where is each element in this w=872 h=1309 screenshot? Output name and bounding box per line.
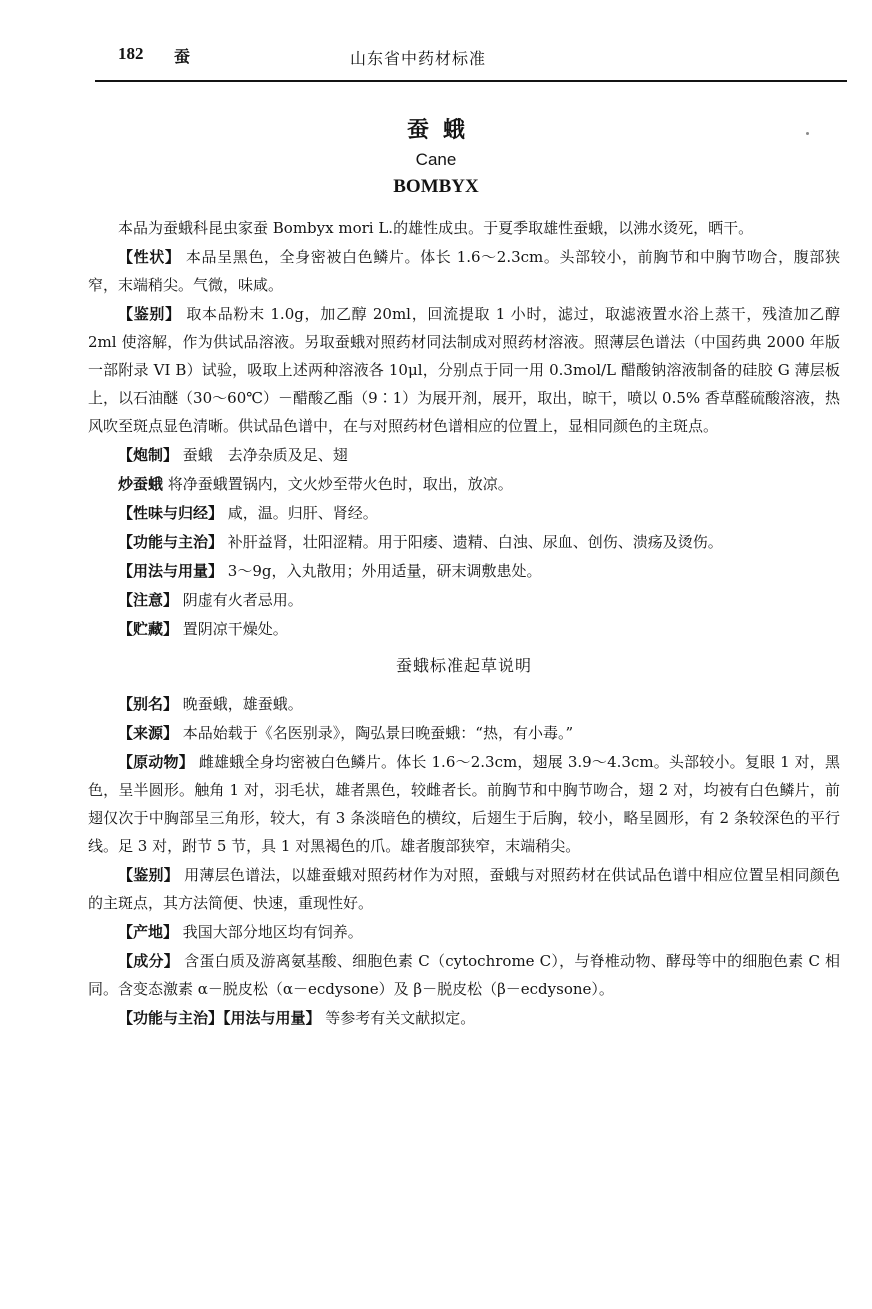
- monograph-intro: 本品为蚕蛾科昆虫家蚕 Bombyx mori L.的雄性成虫。于夏季取雄性蚕蛾，以沸水烫死，晒干。: [118, 219, 754, 237]
- page-number: 182: [118, 44, 144, 63]
- section-precautions: 【注意】 阴虚有火者忌用。: [118, 591, 303, 609]
- note-source: 【来源】 本品始载于《名医别录》，陶弘景曰晚蚕蛾：“热，有小毒。”: [118, 724, 574, 742]
- section-functions: 【功能与主治】 补肝益肾，壮阳涩精。用于阳痿、遗精、白浊、尿血、创伤、溃疡及烫伤。: [118, 533, 723, 551]
- section-stir-fried: 炒蚕蛾 将净蚕蛾置锅内，文火炒至带火色时，取出，放凉。: [118, 475, 513, 493]
- note-identification: 【鉴别】 用薄层色谱法，以雄蚕蛾对照药材作为对照，蚕蛾与对照药材在供试品色谱中相应位置呈相同颜色的主斑点，其方法简便、快速，重现性好。: [88, 866, 840, 912]
- section-nature-meridian: 【性味与归经】 咸，温。归肝、肾经。: [118, 504, 378, 522]
- section-processing: 【炮制】 蚕蛾 去净杂质及足、翅: [118, 446, 348, 464]
- section-identification: 【鉴别】 取本品粉末 1.0g，加乙醇 20ml，回流提取 1 小时，滤过，取滤液置水浴上蒸干，残渣加乙醇 2ml 使溶解，作为供试品溶液。另取蚕蛾对照药材同法制成对照药材溶液。照薄层色谱法（中国药典 2000 年版一部附录 VI B）试验，吸取上述两种溶液各 10μl，分别点于同一用 0.3mol/L 醋酸钠溶液制备的硅胶 G 薄层板上，以石油醚（30～60℃）－醋酸乙酯（9∶1）为展开剂，展开，取出，晾干，喷以 0.5% 香草醛硫酸溶液，热风吹至斑点显色清晰。供试品色谱中，在与对照药材色谱相应的位置上，显相同颜色的主斑点。: [88, 305, 840, 435]
- page-header: [0, 0, 872, 90]
- note-alias: 【别名】 晚蚕蛾，雄蚕蛾。: [118, 695, 303, 713]
- note-origin: 【产地】 我国大部分地区均有饲养。: [118, 923, 363, 941]
- note-animal: 【原动物】 雌雄蛾全身均密被白色鳞片。体长 1.6～2.3cm，翅展 3.9～4.3cm。头部较小。复眼 1 对，黑色，呈半圆形。触角 1 对，羽毛状，雄者黑色，较雌者长。前胸节和中胸节吻合，翅 2 对，均被有白色鳞片，前翅仅次于中胸部呈三角形，较大，有 3 条淡暗色的横纹，后翅生于后胸，较小，略呈圆形，有 2 条较深色的平行线。足 3 对，跗节 5 节，具 1 对黑褐色的爪。雄者腹部狭窄，末端稍尖。: [88, 753, 840, 855]
- header-rule: [95, 80, 847, 82]
- section-storage: 【贮藏】 置阴凉干燥处。: [118, 620, 288, 638]
- section-dosage: 【用法与用量】 3～9g，入丸散用；外用适量，研末调敷患处。: [118, 562, 542, 580]
- title-pinyin: Cane: [415, 150, 457, 169]
- document-body: [88, 214, 840, 1033]
- notes-heading: 蚕蛾标准起草说明: [395, 656, 532, 675]
- note-functions-dosage: 【功能与主治】【用法与用量】 等参考有关文献拟定。: [118, 1009, 476, 1027]
- title-latin: BOMBYX: [393, 176, 479, 197]
- note-constituents: 【成分】 含蛋白质及游离氨基酸、细胞色素 C（cytochrome C），与脊椎动物、酵母等中的细胞色素 C 相同。含变态激素 α－脱皮松（α－ecdysone）及 β－脱皮松（β－ecdysone）。: [88, 952, 840, 998]
- title-chinese: 蚕蛾: [406, 118, 479, 143]
- running-title: 山东省中药材标准: [350, 49, 487, 68]
- page-radical: 蚕: [174, 47, 191, 66]
- section-description: 【性状】 本品呈黑色，全身密被白色鳞片。体长 1.6～2.3cm。头部较小，前胸节和中胸节吻合，腹部狭窄，末端稍尖。气微，味咸。: [88, 248, 840, 294]
